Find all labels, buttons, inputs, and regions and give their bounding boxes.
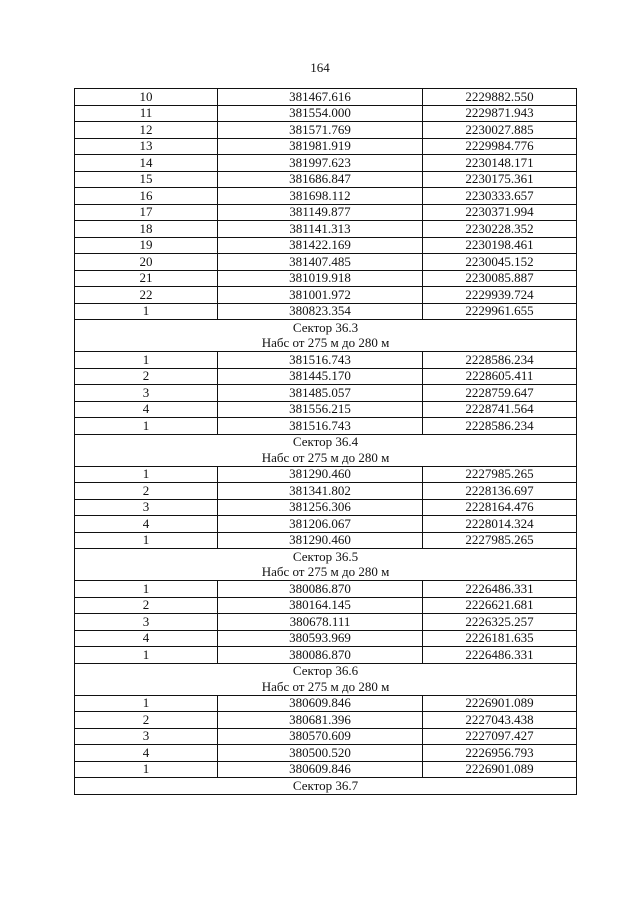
- y-coordinate-cell: 2229871.943: [423, 105, 577, 122]
- y-coordinate-cell: 2226181.635: [423, 630, 577, 647]
- sector-header-row: [75, 663, 577, 679]
- point-number-cell: 2: [75, 712, 218, 729]
- y-coordinate-cell: 2228605.411: [423, 368, 577, 385]
- x-coordinate-cell: 381256.306: [218, 499, 423, 516]
- point-number-cell: 17: [75, 204, 218, 221]
- point-number-cell: 4: [75, 516, 218, 533]
- table-row: [75, 171, 577, 188]
- point-number-cell: 14: [75, 155, 218, 172]
- table-row: [75, 516, 577, 533]
- point-number-cell: 1: [75, 761, 218, 778]
- y-coordinate-cell: 2228586.234: [423, 418, 577, 435]
- x-coordinate-cell: 381290.460: [218, 532, 423, 549]
- table-row: [75, 614, 577, 631]
- table-row: [75, 581, 577, 598]
- point-number-cell: 21: [75, 270, 218, 287]
- y-coordinate-cell: 2229961.655: [423, 303, 577, 320]
- table-row: [75, 270, 577, 287]
- x-coordinate-cell: 381407.485: [218, 254, 423, 271]
- y-coordinate-cell: 2230175.361: [423, 171, 577, 188]
- x-coordinate-cell: 380823.354: [218, 303, 423, 320]
- table-row: [75, 352, 577, 369]
- x-coordinate-cell: 381981.919: [218, 138, 423, 155]
- sector-title: Сектор 36.4: [75, 434, 577, 450]
- table-row: [75, 221, 577, 238]
- point-number-cell: 4: [75, 745, 218, 762]
- y-coordinate-cell: 2228741.564: [423, 401, 577, 418]
- table-row: [75, 368, 577, 385]
- sector-height-range: Набс от 275 м до 280 м: [75, 679, 577, 695]
- sector-height-range: Набс от 275 м до 280 м: [75, 450, 577, 466]
- x-coordinate-cell: 381141.313: [218, 221, 423, 238]
- point-number-cell: 20: [75, 254, 218, 271]
- y-coordinate-cell: 2230045.152: [423, 254, 577, 271]
- x-coordinate-cell: 380500.520: [218, 745, 423, 762]
- y-coordinate-cell: 2230371.994: [423, 204, 577, 221]
- table-row: [75, 418, 577, 435]
- y-coordinate-cell: 2228164.476: [423, 499, 577, 516]
- x-coordinate-cell: 381485.057: [218, 385, 423, 402]
- point-number-cell: 11: [75, 105, 218, 122]
- point-number-cell: 1: [75, 647, 218, 664]
- y-coordinate-cell: 2226486.331: [423, 647, 577, 664]
- point-number-cell: 2: [75, 597, 218, 614]
- y-coordinate-cell: 2226901.089: [423, 761, 577, 778]
- table-row: [75, 138, 577, 155]
- x-coordinate-cell: 380609.846: [218, 761, 423, 778]
- x-coordinate-cell: 380593.969: [218, 630, 423, 647]
- x-coordinate-cell: 381019.918: [218, 270, 423, 287]
- sector-height-row: [75, 336, 577, 352]
- coordinates-table: [74, 88, 577, 795]
- y-coordinate-cell: 2228136.697: [423, 483, 577, 500]
- x-coordinate-cell: 381467.616: [218, 89, 423, 106]
- sector-title: Сектор 36.5: [75, 549, 577, 565]
- x-coordinate-cell: 381422.169: [218, 237, 423, 254]
- point-number-cell: 3: [75, 614, 218, 631]
- y-coordinate-cell: 2230085.887: [423, 270, 577, 287]
- x-coordinate-cell: 381001.972: [218, 287, 423, 304]
- x-coordinate-cell: 381516.743: [218, 352, 423, 369]
- point-number-cell: 12: [75, 122, 218, 139]
- x-coordinate-cell: 380570.609: [218, 728, 423, 745]
- coordinates-table-body: [75, 89, 577, 795]
- point-number-cell: 19: [75, 237, 218, 254]
- point-number-cell: 4: [75, 401, 218, 418]
- sector-height-row: [75, 565, 577, 581]
- point-number-cell: 22: [75, 287, 218, 304]
- point-number-cell: 4: [75, 630, 218, 647]
- table-row: [75, 122, 577, 139]
- x-coordinate-cell: 381516.743: [218, 418, 423, 435]
- x-coordinate-cell: 381686.847: [218, 171, 423, 188]
- x-coordinate-cell: 381341.802: [218, 483, 423, 500]
- sector-height-row: [75, 450, 577, 466]
- table-row: [75, 401, 577, 418]
- x-coordinate-cell: 381698.112: [218, 188, 423, 205]
- sector-title: Сектор 36.3: [75, 320, 577, 336]
- sector-height-range: Набс от 275 м до 280 м: [75, 565, 577, 581]
- x-coordinate-cell: 380609.846: [218, 695, 423, 712]
- y-coordinate-cell: 2229939.724: [423, 287, 577, 304]
- x-coordinate-cell: 380678.111: [218, 614, 423, 631]
- y-coordinate-cell: 2228586.234: [423, 352, 577, 369]
- table-row: [75, 597, 577, 614]
- table-row: [75, 532, 577, 549]
- y-coordinate-cell: 2227043.438: [423, 712, 577, 729]
- table-row: [75, 647, 577, 664]
- y-coordinate-cell: 2228759.647: [423, 385, 577, 402]
- table-row: [75, 254, 577, 271]
- sector-title: Сектор 36.7: [75, 778, 577, 795]
- table-row: [75, 89, 577, 106]
- point-number-cell: 10: [75, 89, 218, 106]
- x-coordinate-cell: 381206.067: [218, 516, 423, 533]
- point-number-cell: 2: [75, 368, 218, 385]
- point-number-cell: 15: [75, 171, 218, 188]
- y-coordinate-cell: 2230333.657: [423, 188, 577, 205]
- y-coordinate-cell: 2228014.324: [423, 516, 577, 533]
- y-coordinate-cell: 2230198.461: [423, 237, 577, 254]
- x-coordinate-cell: 381290.460: [218, 466, 423, 483]
- x-coordinate-cell: 380164.145: [218, 597, 423, 614]
- sector-header-row: [75, 549, 577, 565]
- table-row: [75, 745, 577, 762]
- table-row: [75, 188, 577, 205]
- y-coordinate-cell: 2226621.681: [423, 597, 577, 614]
- sector-height-range: Набс от 275 м до 280 м: [75, 336, 577, 352]
- table-row: [75, 728, 577, 745]
- point-number-cell: 1: [75, 466, 218, 483]
- y-coordinate-cell: 2226486.331: [423, 581, 577, 598]
- sector-title: Сектор 36.6: [75, 663, 577, 679]
- table-row: [75, 712, 577, 729]
- point-number-cell: 1: [75, 581, 218, 598]
- y-coordinate-cell: 2226325.257: [423, 614, 577, 631]
- x-coordinate-cell: 381571.769: [218, 122, 423, 139]
- point-number-cell: 16: [75, 188, 218, 205]
- x-coordinate-cell: 381149.877: [218, 204, 423, 221]
- point-number-cell: 2: [75, 483, 218, 500]
- x-coordinate-cell: 380681.396: [218, 712, 423, 729]
- y-coordinate-cell: 2227097.427: [423, 728, 577, 745]
- table-row: [75, 466, 577, 483]
- x-coordinate-cell: 381445.170: [218, 368, 423, 385]
- point-number-cell: 3: [75, 728, 218, 745]
- sector-header-row: [75, 434, 577, 450]
- y-coordinate-cell: 2230228.352: [423, 221, 577, 238]
- table-row: [75, 761, 577, 778]
- x-coordinate-cell: 380086.870: [218, 647, 423, 664]
- point-number-cell: 1: [75, 695, 218, 712]
- table-row: [75, 385, 577, 402]
- table-row: [75, 303, 577, 320]
- x-coordinate-cell: 380086.870: [218, 581, 423, 598]
- y-coordinate-cell: 2226901.089: [423, 695, 577, 712]
- x-coordinate-cell: 381556.215: [218, 401, 423, 418]
- y-coordinate-cell: 2226956.793: [423, 745, 577, 762]
- point-number-cell: 1: [75, 352, 218, 369]
- point-number-cell: 13: [75, 138, 218, 155]
- table-row: [75, 155, 577, 172]
- y-coordinate-cell: 2230148.171: [423, 155, 577, 172]
- point-number-cell: 1: [75, 418, 218, 435]
- point-number-cell: 3: [75, 385, 218, 402]
- page-number: 164: [310, 60, 330, 75]
- y-coordinate-cell: 2227985.265: [423, 532, 577, 549]
- y-coordinate-cell: 2229882.550: [423, 89, 577, 106]
- point-number-cell: 18: [75, 221, 218, 238]
- point-number-cell: 1: [75, 532, 218, 549]
- table-row: [75, 499, 577, 516]
- table-row: [75, 204, 577, 221]
- y-coordinate-cell: 2229984.776: [423, 138, 577, 155]
- sector-height-row: [75, 679, 577, 695]
- table-row: [75, 287, 577, 304]
- table-row: [75, 237, 577, 254]
- table-row: [75, 105, 577, 122]
- x-coordinate-cell: 381997.623: [218, 155, 423, 172]
- sector-header-row: [75, 320, 577, 336]
- x-coordinate-cell: 381554.000: [218, 105, 423, 122]
- y-coordinate-cell: 2227985.265: [423, 466, 577, 483]
- table-row: [75, 630, 577, 647]
- point-number-cell: 1: [75, 303, 218, 320]
- table-row: [75, 695, 577, 712]
- y-coordinate-cell: 2230027.885: [423, 122, 577, 139]
- table-row: [75, 483, 577, 500]
- sector-header-row: [75, 778, 577, 795]
- point-number-cell: 3: [75, 499, 218, 516]
